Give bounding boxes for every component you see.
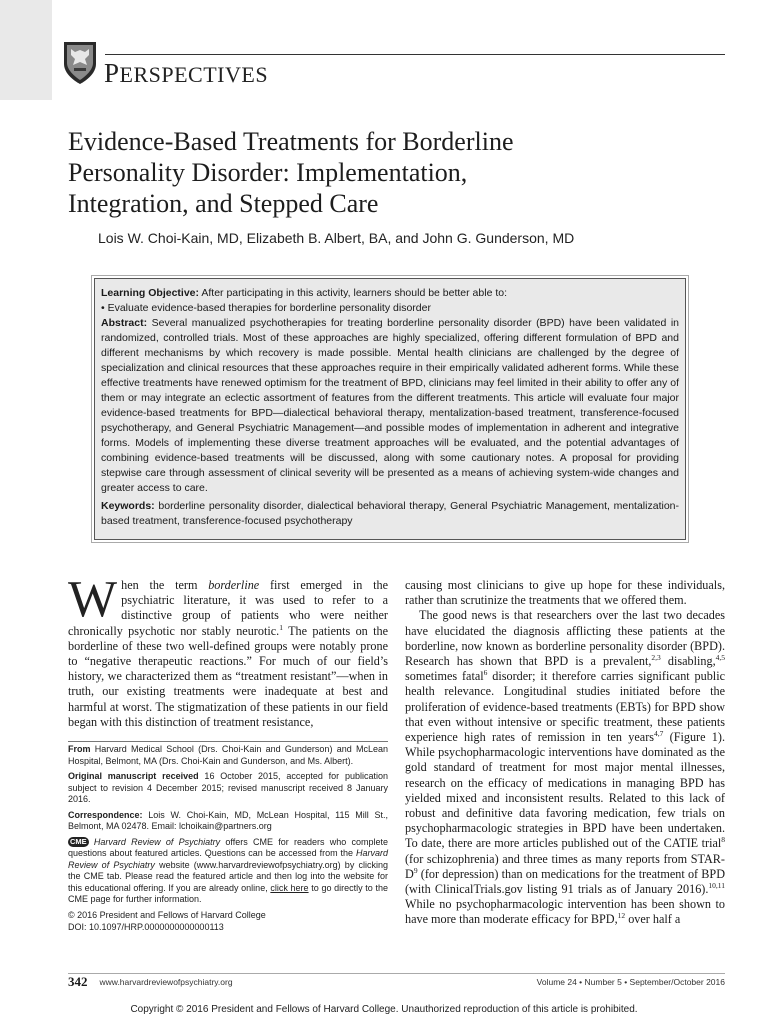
title-line: Evidence-Based Treatments for Borderline	[68, 127, 514, 156]
correspondence-note: Correspondence: Lois W. Choi-Kain, MD, McLean Hospital, 115 Mill St., Belmont, MA 02478. Email: lchoikain@partners.org	[68, 809, 388, 831]
harvard-shield-logo	[62, 40, 98, 86]
affiliation-note: From Harvard Medical School (Drs. Choi-Kain and Gunderson) and McLean Hospital, Belmont, MA (Drs. Choi-Kain and Gunderson, and Ms. Albert).	[68, 744, 388, 766]
learning-objective-bullet: • Evaluate evidence-based therapies for borderline personality disorder	[101, 302, 431, 314]
citation: 6	[483, 668, 488, 678]
title-line: Personality Disorder: Implementation,	[68, 158, 468, 187]
citation: 1	[279, 622, 283, 632]
body-paragraph: causing most clinicians to give up hope for these individuals, rather than scrutinize the treatments that we offered them.	[405, 578, 725, 608]
abstract-box	[94, 278, 686, 540]
body-column-left	[68, 571, 388, 730]
volume-info: Volume 24 • Number 5 • September/October 2016	[536, 977, 725, 987]
citation: 4,5	[715, 652, 725, 662]
doi: DOI: 10.1097/HRP.0000000000000113	[68, 922, 224, 932]
citation: 4,7	[654, 728, 664, 738]
header-rule	[105, 54, 725, 55]
abstract-text: Abstract: Several manualized psychotherapies for treating borderline personality disorder (BPD) have been validated in randomized, controlled trials. Most of these approaches are highly specialized, offering different formulation of BPD and different mechanisms by which recovery is made possible. Mental health clinicians are challenged by the degree of specialization and clinical resources that these approaches require in their empirically validated adherent forms. While these effective treatments have renewed optimism for the treatment of BPD, clinicians may feel limited in their ability to offer any of them or may integrate an eclectic assortment of features from the different treatments. This article will evaluate four major evidence-based treatments for BPD—dialectical behavioral therapy, mentalization-based treatment, transference-focused psychotherapy, and General Psychiatric Management—and possible modes of implementation in adherent and integrative forms. Models of implementing these diverse treatment approaches will be evaluated, and the potential advantages of combining evidence-based treatments will be discussed, along with some cautionary notes. A proposal for providing stepwise care through assessment of clinical severity will be presented as a means of achieving system-wide changes and greater access to care.	[101, 317, 679, 494]
page-number: 342	[68, 974, 88, 989]
footnote-rule	[68, 741, 388, 742]
body-column-right	[405, 578, 725, 928]
learning-objective: Learning Objective: After participating in this activity, learners should be better able to:	[101, 287, 508, 299]
body-paragraph: The good news is that researchers over the last two decades have elucidated the diagnosis afflicting these patients at the borderline, now known as borderline personality disorder (BPD). Research has shown that BPD is a prevalent,$^{2,3}$ disabling,$^{4,5}$ sometimes fatal$^6$ disorder; it therefore carries significant public health relevance. Longitudinal studies initiated before the proliferation of evidence-based treatments (EBTs) for BPD show that even without intensive or specific treatment, these patients experience high rates of remission in ten years$^{4,7}$ (Figure 1). While psychopharmacologic interventions have dominated as the gold standard of treatment for most major mental illnesses, research on the efficacy of medications in managing BPD has yielded mixed and inconsistent results. Related to this lack of robust and definitive data favoring medication, few trials on psychopharmacologic strategies in BPD have been undertaken. To date, there are more articles published out of the CATIE trial$^8$ (for schizophrenia) and three times as many reports from STAR-$D^9$ (for depression) than on medications for the treatment of BPD (with ClinicalTrials.gov listing 91 trials as of January 2016).$^{10,11}$ While no psychopharmacologic intervention has been shown to have more than moderate efficacy for BPD,$^{12}$ over half a	[405, 608, 726, 927]
drop-cap: W	[68, 571, 118, 628]
manuscript-note: Original manuscript received 16 October 2015, accepted for publication subject to revision 4 December 2015; revised manuscript received 8 January 2016.	[68, 771, 388, 804]
citation: 2,3	[651, 652, 661, 662]
citation: 12	[617, 911, 626, 921]
citation: 10,11	[708, 881, 725, 890]
cme-icon: CME	[70, 836, 87, 846]
cme-link[interactable]: click here	[270, 882, 309, 893]
footnotes	[68, 744, 388, 938]
section-label: PERSPECTIVES	[104, 58, 269, 88]
journal-website: www.harvardreviewofpsychiatry.org	[99, 977, 233, 987]
page-footer	[68, 973, 725, 990]
title-line: Integration, and Stepped Care	[68, 189, 379, 218]
margin-tab	[0, 0, 52, 100]
keywords: Keywords: borderline personality disorder, dialectical behavioral therapy, General Psychiatric Management, mentalization-based treatment, transference-focused psychotherapy	[101, 500, 679, 527]
citation: 9	[413, 865, 418, 875]
author-list: Lois W. Choi-Kain, MD, Elizabeth B. Albert, BA, and John G. Gunderson, MD	[98, 230, 575, 246]
citation: 8	[721, 835, 725, 845]
article-title	[68, 126, 668, 219]
body-paragraph: When the term borderline first emerged in the psychiatric literature, it was used to refer to a distinctive group of patients who were neither chronically psychotic nor stably neurotic.$^1$ The patients on the borderline of these two well-defined groups were notably prone to “negative therapeutic reactions.” For much of our field’s history, we characterized them as “treatment resistant”—when in truth, our existing treatments were inadequate at best and harmful at worst. The stigmatization of these patients in our field began with this distinction of treatment resistance,	[68, 571, 388, 729]
copyright-notice: Copyright © 2016 President and Fellows of Harvard College. Unauthorized reproduction of this article is prohibited.	[130, 1004, 638, 1015]
cme-note: CME Harvard Review of Psychiatry offers CME for readers who complete questions about featured articles. Questions can be accessed from the Harvard Review of Psychiatry website (www.harvardreviewofpsychiatry.org) by clicking the CME tab. Please read the featured article and then log into the website for this educational offering. If you are already online, click here to go directly to the CME page for further information.	[68, 836, 389, 904]
copyright-note: © 2016 President and Fellows of Harvard College	[68, 909, 266, 920]
